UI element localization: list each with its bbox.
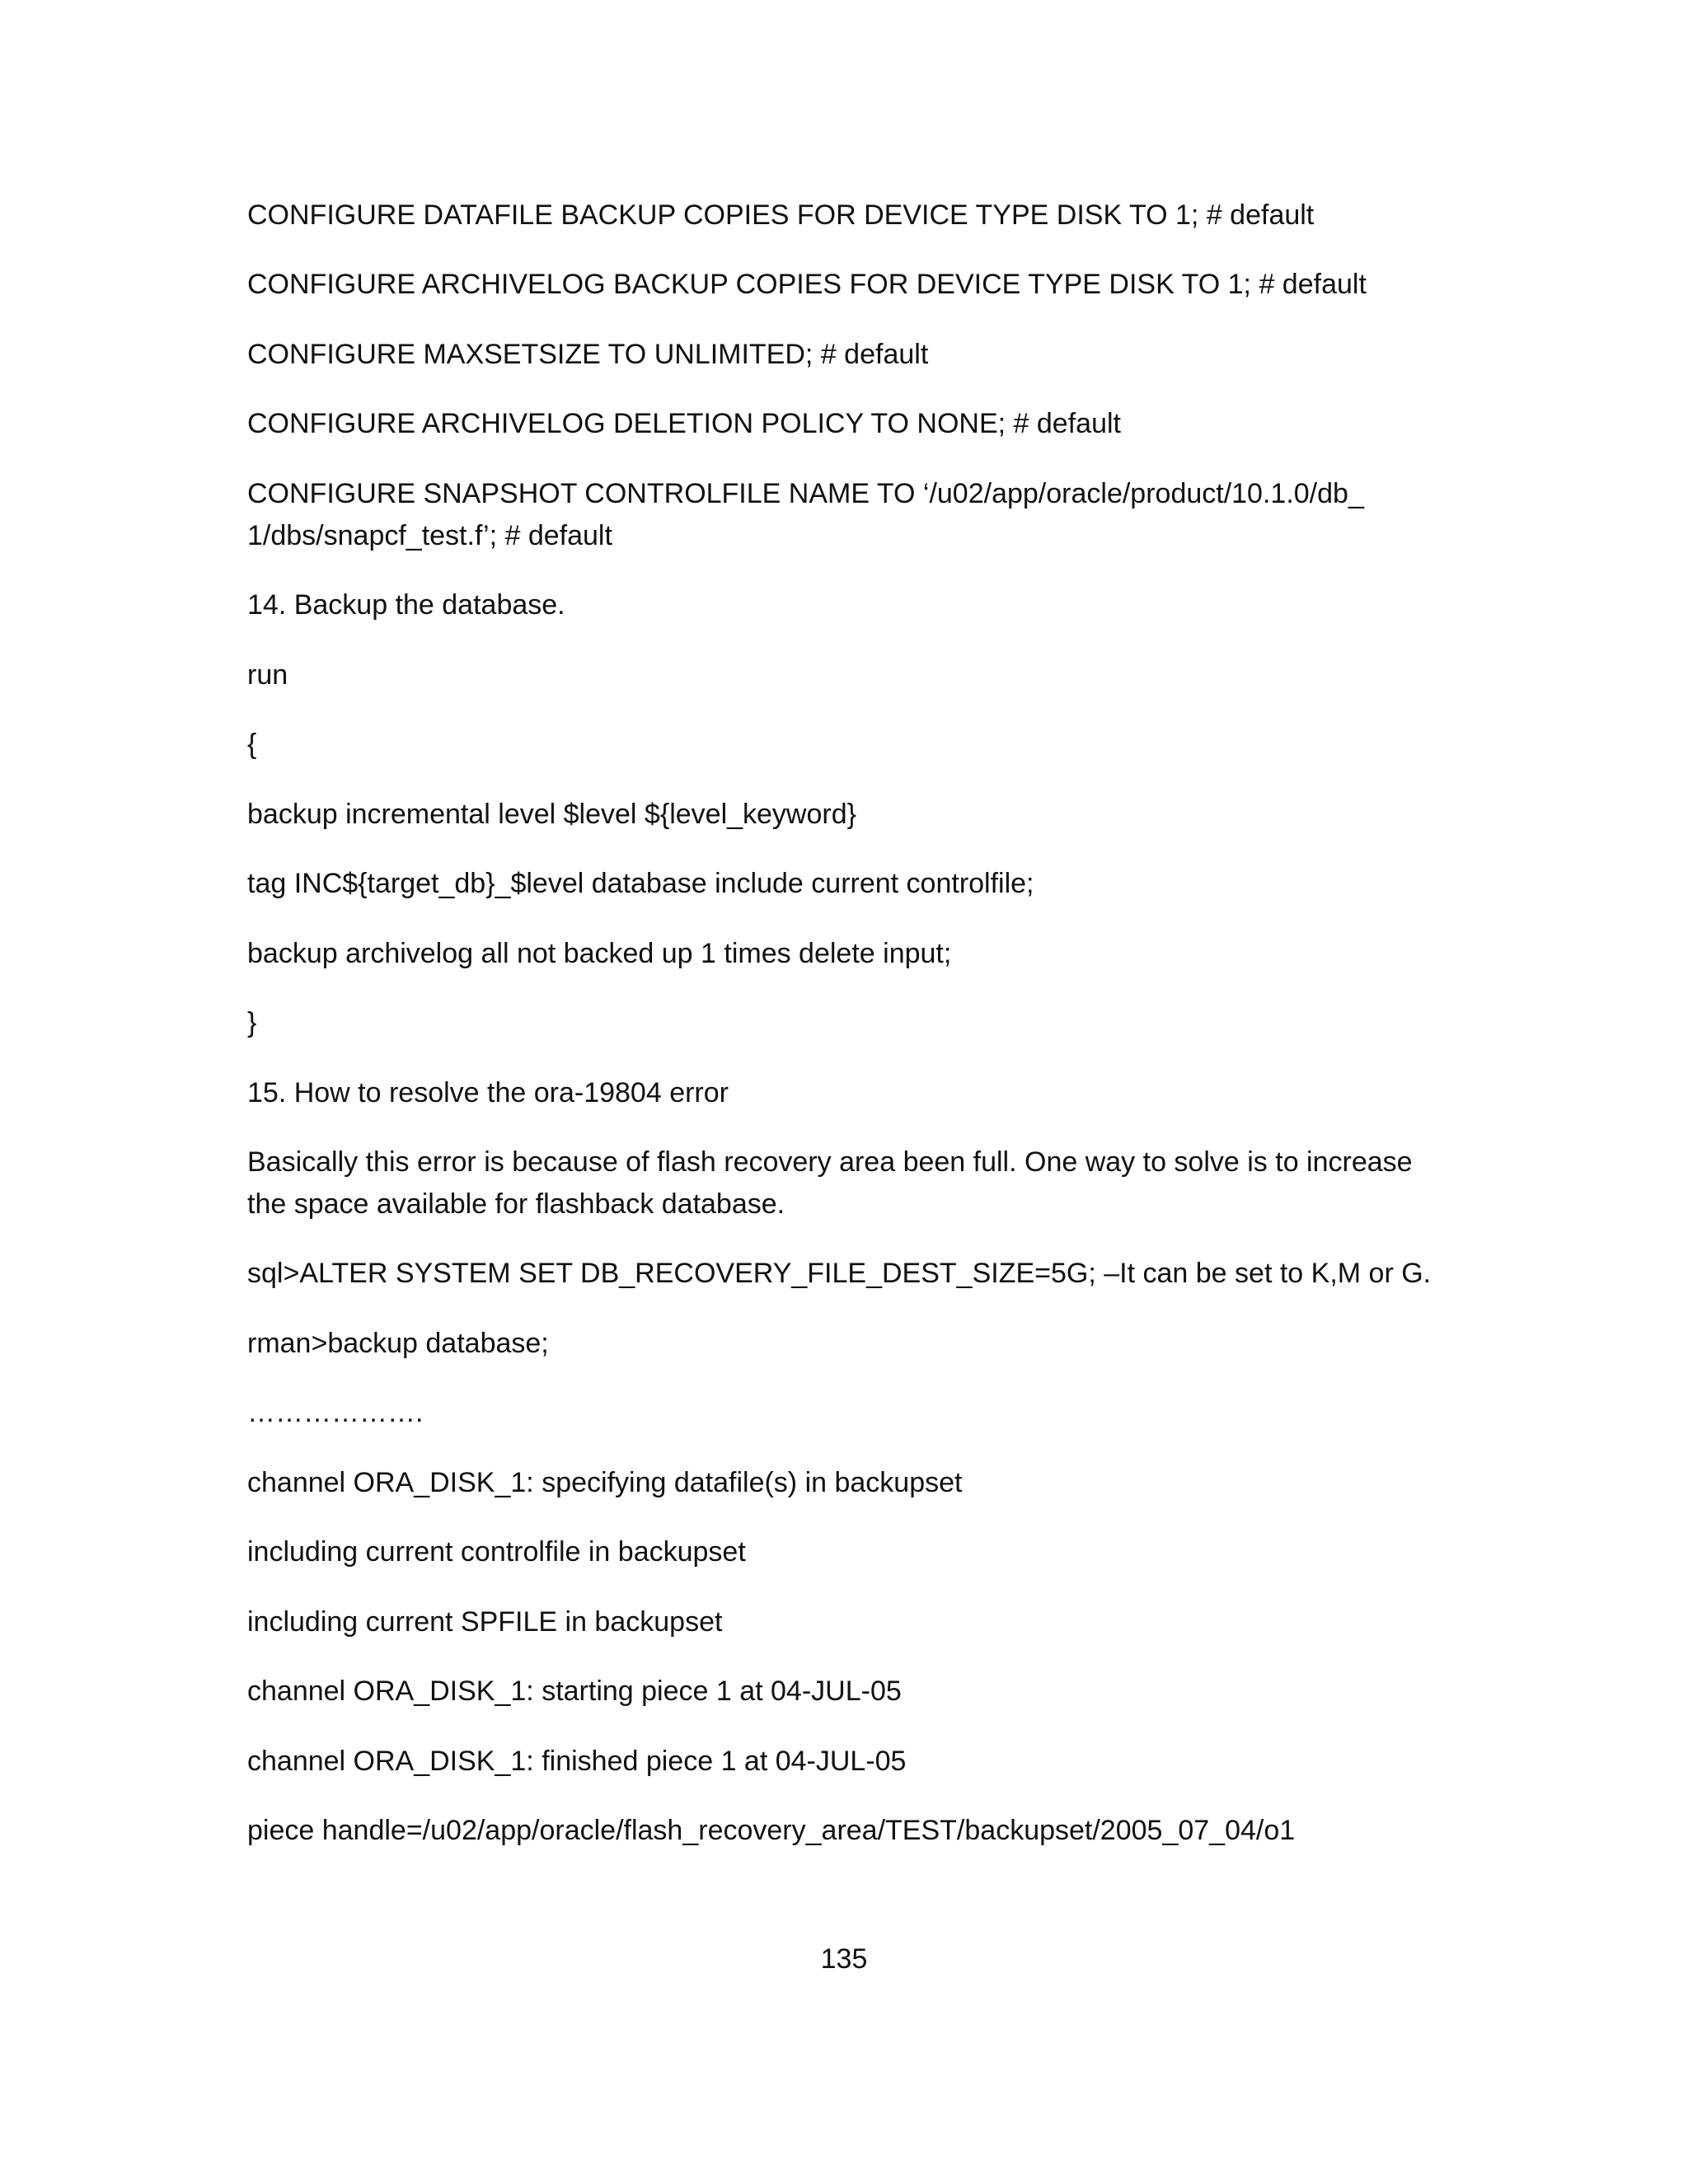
code-line: } bbox=[247, 1007, 257, 1038]
text-line: CONFIGURE ARCHIVELOG BACKUP COPIES FOR DEVICE TYPE DISK TO 1; # default bbox=[247, 269, 1367, 300]
code-line: tag INC${target_db}_$level database include current controlfile; bbox=[247, 868, 1034, 899]
code-line: rman>backup database; bbox=[247, 1328, 549, 1359]
code-line: including current SPFILE in backupset bbox=[247, 1606, 723, 1638]
code-line: backup archivelog all not backed up 1 times delete input; bbox=[247, 938, 952, 969]
text-line: CONFIGURE SNAPSHOT CONTROLFILE NAME TO ‘/u02/app/oracle/product/10.1.0/db_ bbox=[247, 478, 1364, 509]
text-line: CONFIGURE MAXSETSIZE TO UNLIMITED; # default bbox=[247, 339, 929, 370]
text-line: Basically this error is because of flash recovery area been full. One way to solve is to increase bbox=[247, 1146, 1413, 1178]
section-heading: 15. How to resolve the ora-19804 error bbox=[247, 1077, 729, 1108]
text-line: 1/dbs/snapcf_test.f’; # default bbox=[247, 520, 612, 551]
page-number: 135 bbox=[820, 1943, 868, 1975]
code-line: backup incremental level $level ${level_keyword} bbox=[247, 799, 856, 830]
text-line: CONFIGURE DATAFILE BACKUP COPIES FOR DEVICE TYPE DISK TO 1; # default bbox=[247, 199, 1315, 231]
code-line: { bbox=[247, 729, 257, 760]
code-line: run bbox=[247, 659, 288, 691]
code-line: channel ORA_DISK_1: specifying datafile(s) in backupset bbox=[247, 1467, 963, 1498]
code-line: channel ORA_DISK_1: starting piece 1 at 04-JUL-05 bbox=[247, 1675, 902, 1707]
code-line: channel ORA_DISK_1: finished piece 1 at 04-JUL-05 bbox=[247, 1746, 907, 1777]
code-line: sql>ALTER SYSTEM SET DB_RECOVERY_FILE_DEST_SIZE=5G; –It can be set to K,M or G. bbox=[247, 1258, 1432, 1289]
code-line: including current controlfile in backupset bbox=[247, 1536, 746, 1568]
text-line: ………………. bbox=[247, 1397, 424, 1428]
text-line: the space available for flashback database. bbox=[247, 1188, 785, 1220]
text-line: CONFIGURE ARCHIVELOG DELETION POLICY TO NONE; # default bbox=[247, 408, 1121, 439]
code-line: piece handle=/u02/app/oracle/flash_recovery_area/TEST/backupset/2005_07_04/o1 bbox=[247, 1815, 1296, 1846]
section-heading: 14. Backup the database. bbox=[247, 589, 565, 621]
